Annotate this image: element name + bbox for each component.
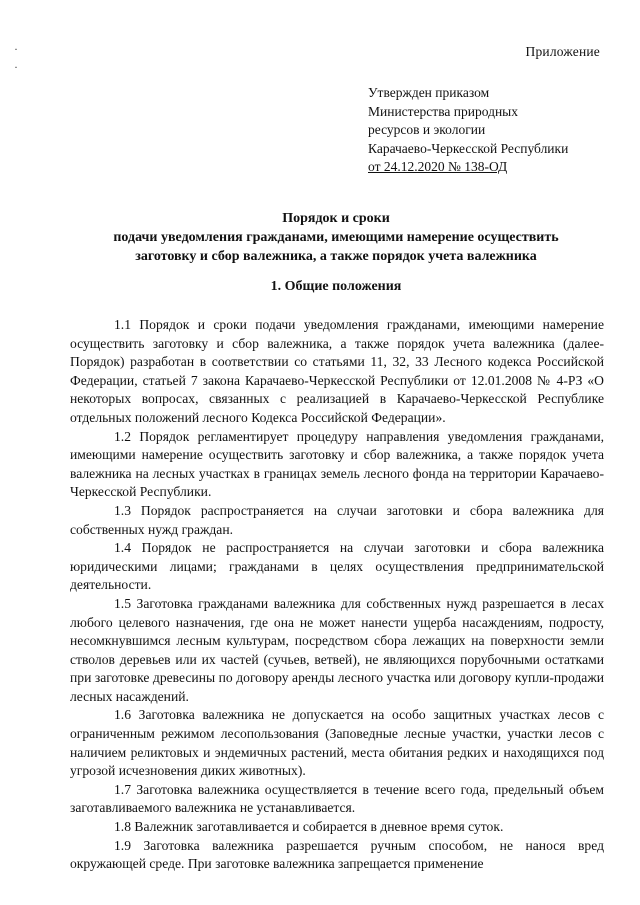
title-line: подачи уведомления гражданами, имеющими намерение осуществить — [113, 230, 559, 245]
paragraph: 1.3 Порядок распространяется на случаи заготовки и сбора валежника для собственных нужд граждан. — [70, 502, 604, 537]
approval-line: Карачаево-Черкесской Республики — [368, 140, 569, 156]
paragraph: 1.2 Порядок регламентирует процедуру направления уведомления гражданами, имеющими намерение осуществить заготовку и сбор валежника, а также порядок учета валежника на лесных участках в границах земель лесного фонда на территории Карачаево-Черкесской Республики. — [70, 428, 604, 500]
paragraph: 1.8 Валежник заготавливается и собирается в дневное время суток. — [114, 819, 504, 835]
section-heading: 1. Общие положения — [270, 279, 402, 294]
title-line: заготовку и сбор валежника, а также порядок учета валежника — [135, 249, 537, 264]
paragraph: 1.7 Заготовка валежника осуществляется в течение всего года, предельный объем заготавливаемого валежника не устанавливается. — [70, 781, 604, 816]
scan-speck: · — [14, 60, 18, 74]
paragraph: 1.5 Заготовка гражданами валежника для собственных нужд разрешается в лесах любого целевого назначения, где она не может нанести ущерба насаждениям, подросту, несомкнувшимся лесным культурам, посредством сбора лежащих на поверхности земли стволов деревьев или их частей (сучьев, ветвей), не являющихся порубочными остатками при заготовке древесины по договору аренды лесного участка или договору купли-продажи лесных насаждений. — [70, 595, 604, 704]
approval-line: Утвержден приказом — [368, 85, 490, 100]
paragraph: 1.4 Порядок не распространяется на случаи заготовки и сбора валежника юридическими лицами; гражданами в целях осуществления предпринимательской деятельности. — [70, 540, 604, 593]
appendix-label: Приложение — [525, 44, 600, 59]
approval-line: Министерства природных — [368, 103, 518, 119]
title-line: Порядок и сроки — [282, 211, 390, 226]
scan-speck: · — [14, 42, 18, 56]
paragraph: 1.9 Заготовка валежника разрешается ручным способом, не нанося вред окружающей среде. При заготовке валежника запрещается применение — [70, 837, 604, 872]
paragraph: 1.1 Порядок и сроки подачи уведомления гражданами, имеющими намерение осуществить заготовку и сбор валежника, а также порядок учета валежника (далее- Порядок) разработан в соответствии со статьями 11, 32, 33 Лесного кодекса Российской Федерации, статьей 7 закона Карачаево-Черкесской Республики от 12.01.2008 № 4-РЗ «О некоторых вопросах, связанных с реализацией в Карачаево-Черкесской Республике отдельных положений лесного Кодекса Российской Федерации». — [70, 317, 604, 425]
document-body — [70, 316, 604, 874]
paragraph: 1.6 Заготовка валежника не допускается на особо защитных участках лесов с ограниченным режимом лесопользования (Заповедные лесные участки, участки лесов с наличием реликтовых и эндемичных растений, места обитания редких и находящихся под угрозой исчезновения диких животных). — [70, 707, 604, 779]
approval-line: ресурсов и экологии — [368, 122, 486, 137]
approval-block — [368, 84, 628, 177]
document-title — [58, 209, 614, 266]
approval-date: от 24.12.2020 № 138-ОД — [368, 159, 508, 174]
